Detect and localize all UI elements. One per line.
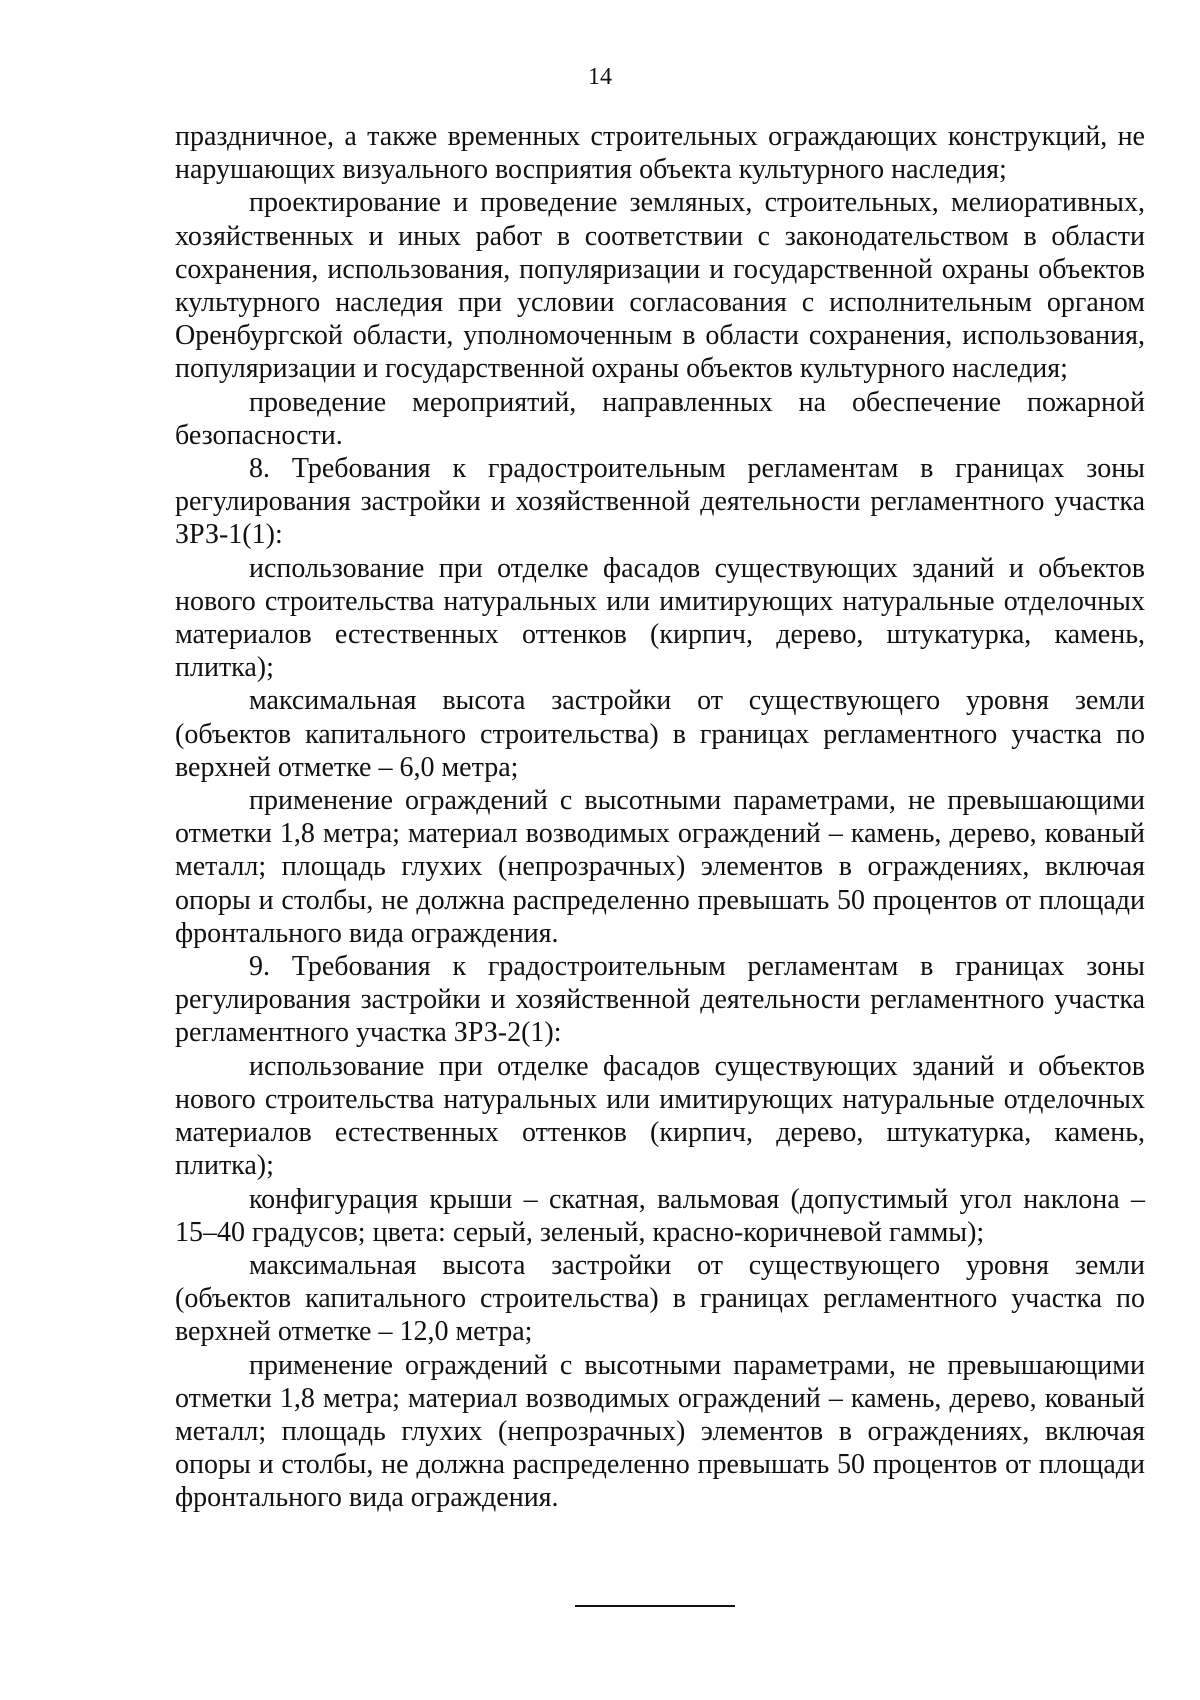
paragraph-facade-materials-zrz2: использование при отделке фасадов существующих зданий и объектов нового строительства натуральных или имитирующих натуральные отделочных материалов естественных оттенков (кирпич, дерево, штукатурка, камень, плитка); (175, 1050, 1145, 1182)
paragraph-fire-safety: проведение мероприятий, направленных на обеспечение пожарной безопасности. (175, 386, 1145, 451)
paragraph-earthworks: проектирование и проведение земляных, строительных, мелиоративных, хозяйственных и иных работ в соответствии с законодательством в области сохранения, использования, популяризации и государственной охраны объектов культурного наследия при условии согласования с исполнительным органом Оренбургской области, уполномоченным в области сохранения, использования, популяризации и государственной охраны объектов культурного наследия; (175, 187, 1145, 385)
paragraph-max-height-zrz1: максимальная высота застройки от существующего уровня земли (объектов капитального строительства) в границах регламентного участка по верхней отметке – 6,0 метра; (175, 685, 1145, 783)
section-9-heading: 9. Требования к градостроительным регламентам в границах зоны регулирования застройки и хозяйственной деятельности регламентного участка регламентного участка ЗРЗ-2(1): (175, 951, 1145, 1049)
section-8-heading: 8. Требования к градостроительным регламентам в границах зоны регулирования застройки и хозяйственной деятельности регламентного участка ЗРЗ-1(1): (175, 453, 1145, 551)
paragraph-fences-zrz1: применение ограждений с высотными параметрами, не превышающими отметки 1,8 метра; материал возводимых ограждений – камень, дерево, кованый металл; площадь глухих (непрозрачных) элементов в ограждениях, включая опоры и столбы, не должна распределенно превышать 50 процентов от площади фронтального вида ограждения. (175, 785, 1145, 949)
paragraph-facade-materials-zrz1: использование при отделке фасадов существующих зданий и объектов нового строительства натуральных или имитирующих натуральные отделочных материалов естественных оттенков (кирпич, дерево, штукатурка, камень, плитка); (175, 552, 1145, 684)
document-body (175, 120, 1145, 1515)
paragraph-fences-zrz2: применение ограждений с высотными параметрами, не превышающими отметки 1,8 метра; материал возводимых ограждений – камень, дерево, кованый металл; площадь глухих (непрозрачных) элементов в ограждениях, включая опоры и столбы, не должна распределенно превышать 50 процентов от площади фронтального вида ограждения. (175, 1349, 1145, 1514)
page-number: 14 (588, 64, 612, 90)
paragraph-roof-configuration: конфигурация крыши – скатная, вальмовая (допустимый угол наклона – 15–40 градусов; цвета: серый, зеленый, красно-коричневой гаммы); (175, 1183, 1145, 1248)
end-divider-line (575, 1605, 735, 1607)
paragraph-max-height-zrz2: максимальная высота застройки от существующего уровня земли (объектов капитального строительства) в границах регламентного участка по верхней отметке – 12,0 метра; (175, 1249, 1145, 1348)
paragraph-continuation: праздничное, а также временных строительных ограждающих конструкций, не нарушающих визуального восприятия объекта культурного наследия; (175, 121, 1145, 186)
